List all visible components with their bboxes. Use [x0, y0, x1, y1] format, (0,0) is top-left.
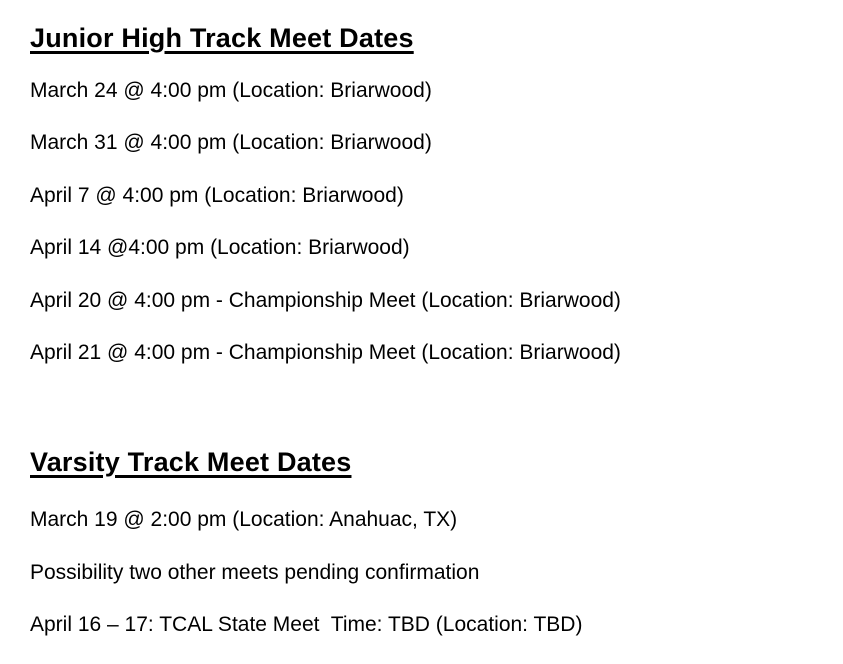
meet-date-line: March 19 @ 2:00 pm (Location: Anahuac, TX) [30, 508, 458, 531]
meet-date-line: March 31 @ 4:00 pm (Location: Briarwood) [30, 131, 432, 154]
junior-high-heading: Junior High Track Meet Dates [30, 23, 414, 53]
section-spacer [30, 380, 833, 436]
meet-note-line: Possibility two other meets pending confirmation [30, 560, 480, 584]
meet-date-line: April 14 @4:00 pm (Location: Briarwood) [30, 236, 410, 259]
section-varsity [30, 436, 833, 652]
meet-date-line: April 21 @ 4:00 pm - Championship Meet (Location: Briarwood) [30, 341, 621, 364]
section-junior-high [30, 12, 833, 380]
meet-date-line: April 16 – 17: TCAL State Meet Time: TBD (Location: TBD) [30, 613, 583, 636]
meet-date-line: April 7 @ 4:00 pm (Location: Briarwood) [30, 183, 404, 207]
varsity-heading: Varsity Track Meet Dates [30, 446, 352, 477]
meet-date-line: April 20 @ 4:00 pm - Championship Meet (Location: Briarwood) [30, 288, 621, 312]
meet-date-line: March 24 @ 4:00 pm (Location: Briarwood) [30, 78, 432, 102]
